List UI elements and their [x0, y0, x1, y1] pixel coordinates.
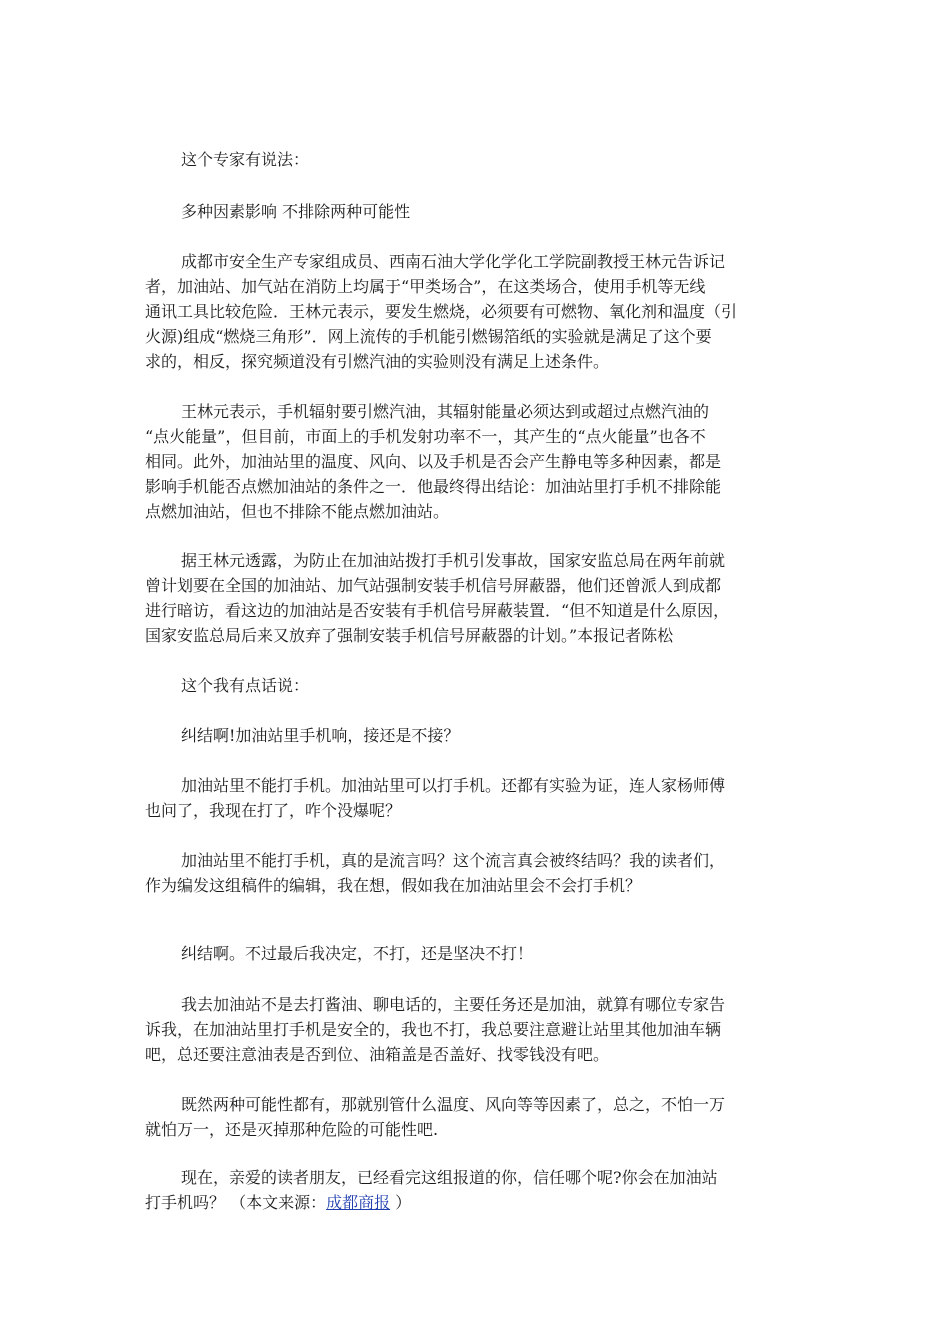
text-line: 现在，亲爱的读者朋友，已经看完这组报道的你，信任哪个呢?你会在加油站 — [181, 1168, 718, 1187]
text-line: 诉我，在加油站里打手机是安全的，我也不打，我总要注意避让站里其他加油车辆 — [145, 1020, 722, 1039]
paragraph-better-safe — [145, 1092, 817, 1142]
text-line: 影响手机能否点燃加油站的条件之一．他最终得出结论：加油站里打手机不排除能 — [145, 477, 722, 496]
paragraph-decision — [145, 941, 817, 966]
text-line: 作为编发这组稿件的编辑，我在想，假如我在加油站里会不会打手机？ — [145, 876, 642, 895]
text-line: 成都市安全生产专家组成员、西南石油大学化学化工学院副教授王林元告诉记 — [181, 252, 726, 271]
text-line-with-source — [145, 1190, 817, 1215]
text-line: 纠结啊。不过最后我决定，不打，还是坚决不打！ — [181, 944, 534, 963]
text-line: 这个专家有说法： — [181, 150, 310, 169]
paragraph-subheading — [145, 199, 817, 224]
paragraph-rumor-question — [145, 848, 817, 898]
text-line: 我去加油站不是去打酱油、聊电话的，主要任务还是加油，就算有哪位专家告 — [181, 995, 726, 1014]
paragraph-expert-intro — [145, 147, 817, 172]
paragraph-signal-blocker — [145, 548, 817, 648]
text-line: 就怕万一，还是灭掉那种危险的可能性吧. — [145, 1120, 439, 1139]
text-line: 通讯工具比较危险．王林元表示，要发生燃烧，必须要有可燃物、氧化剂和温度（引 — [145, 302, 738, 321]
source-suffix: ） — [390, 1193, 412, 1212]
text-line: 既然两种可能性都有，那就别管什么温度、风向等等因素了，总之，不怕一万 — [181, 1095, 726, 1114]
text-line: 进行暗访，看这边的加油站是否安装有手机信号屏蔽装置．“但不知道是什么原因， — [145, 601, 730, 620]
paragraph-ignition-energy — [145, 399, 817, 524]
text-line: 者，加油站、加气站在消防上均属于“甲类场合”，在这类场合，使用手机等无线 — [145, 277, 706, 296]
text-line: 也问了，我现在打了，咋个没爆呢？ — [145, 801, 402, 820]
paragraph-experiments — [145, 773, 817, 823]
text-line: 火源)组成“燃烧三角形”．网上流传的手机能引燃锡箔纸的实验就是满足了这个要 — [145, 327, 712, 346]
paragraph-refuel-reasoning — [145, 992, 817, 1067]
source-prefix: 打手机吗？ （本文来源： — [145, 1193, 327, 1212]
text-line: 加油站里不能打手机，真的是流言吗？这个流言真会被终结吗？我的读者们， — [181, 851, 726, 870]
paragraph-dilemma — [145, 723, 817, 748]
text-line: 纠结啊!加油站里手机响，接还是不接？ — [181, 726, 460, 745]
text-line: 吧，总还要注意油表是否到位、油箱盖是否盖好、找零钱没有吧。 — [145, 1045, 610, 1064]
text-line: 相同。此外，加油站里的温度、风向、以及手机是否会产生静电等多种因素，都是 — [145, 452, 722, 471]
paragraph-editor-intro — [145, 673, 817, 698]
text-line: 多种因素影响 不排除两种可能性 — [181, 202, 411, 221]
text-line: 国家安监总局后来又放弃了强制安装手机信号屏蔽器的计划。”本报记者陈松 — [145, 626, 674, 645]
source-link[interactable]: 成都商报 — [326, 1193, 391, 1212]
text-line: 王林元表示，手机辐射要引燃汽油，其辐射能量必须达到或超过点燃汽油的 — [181, 402, 710, 421]
text-line: 据王林元透露，为防止在加油站拨打手机引发事故，国家安监总局在两年前就 — [181, 551, 726, 570]
text-line: 曾计划要在全国的加油站、加气站强制安装手机信号屏蔽器，他们还曾派人到成都 — [145, 576, 722, 595]
text-line: 这个我有点话说： — [181, 676, 310, 695]
text-line: “点火能量”，但目前，市面上的手机发射功率不一，其产生的“点火能量”也各不 — [145, 427, 706, 446]
paragraph-closing-question — [145, 1165, 817, 1215]
paragraph-expert-statement — [145, 249, 817, 374]
text-line: 求的，相反，探究频道没有引燃汽油的实验则没有满足上述条件。 — [145, 352, 610, 371]
text-line: 点燃加油站，但也不排除不能点燃加油站。 — [145, 502, 450, 521]
text-line: 加油站里不能打手机。加油站里可以打手机。还都有实验为证，连人家杨师傅 — [181, 776, 726, 795]
